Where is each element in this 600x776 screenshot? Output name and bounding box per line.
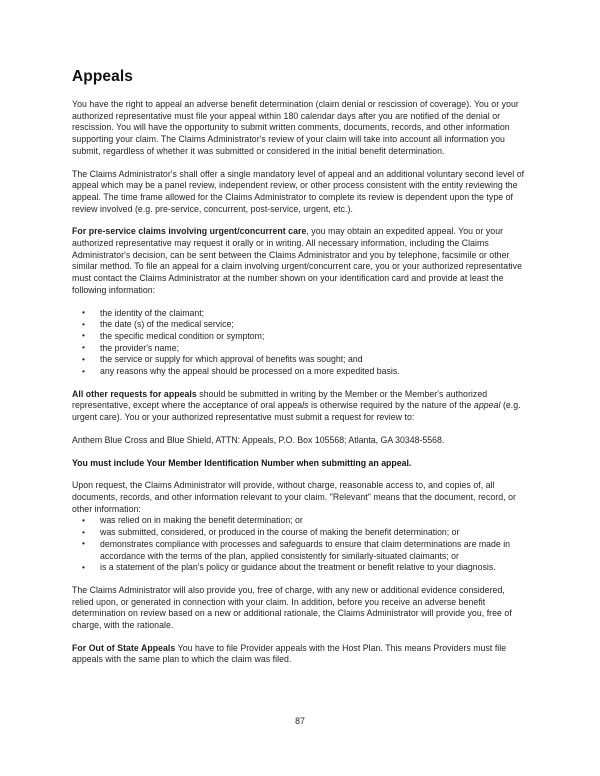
urgent-care-body: , you may obtain an expedited appeal. You or your authorized representative may request it orally or in writing. All necessary information, including the Claims Administrator's decision, can be sent between the Claims Administrator and you by telephone, facsimile or other similar method. To file an appeal for a claim involving urgent/concurrent care, you or your authorized representative must contact the Claims Administrator at the number shown on your identification card and provide at least the following information: [72, 226, 522, 295]
list-item-label: any reasons why the appeal should be processed on a more expedited basis. [100, 366, 400, 377]
appeals-mailing-address: Anthem Blue Cross and Blue Shield, ATTN: Appeals, P.O. Box 105568; Atlanta, GA 30348-5568. [72, 434, 445, 445]
list-item [72, 539, 528, 562]
paragraph-levels-of-appeal: The Claims Administrator's shall offer a single mandatory level of appeal and an additional voluntary second level of appeal which may be a panel review, independent review, or other process consistent with the entity reviewing the appeal. The time frame allowed for the Claims Administrator to complete its review is dependent upon the type of review involved (e.g. pre-service, concurrent, post-service, urgent, etc.). [72, 168, 525, 214]
list-item [72, 343, 528, 355]
relevant-definition-bullet-list [72, 515, 528, 574]
list-item [72, 354, 528, 366]
paragraph-intro: You have the right to appeal an adverse benefit determination (claim denial or rescission of coverage). You or your authorized representative must file your appeal within 180 calendar days after you are notified of the denial or rescission. You will have the opportunity to submit written comments, documents, records, and other information supporting your claim. The Claims Administrator's review of your claim will take into account all information you submit, regardless of whether it was submitted or considered in the initial benefit determination. [72, 99, 519, 156]
list-item [72, 331, 528, 343]
page-title: Appeals [72, 68, 133, 85]
all-other-requests-part1: should be submitted in writing by the Member or the Member's authorized representative, except where the acceptance of oral appea [72, 388, 488, 411]
all-other-requests-part2: is otherwise required by the nature of the [308, 400, 474, 411]
all-other-requests-part3: (e.g. urgent care). You or your authorized representative must submit a request for review to: [72, 400, 521, 423]
member-id-notice: You must include Your Member Identification Number when submitting an appeal. [72, 457, 412, 468]
list-item-label: was submitted, considered, or produced in the course of making the benefit determination; or [100, 527, 460, 538]
list-item-label: the identity of the claimant; [100, 307, 205, 318]
list-item-label: the service or supply for which approval of benefits was sought; and [100, 354, 363, 365]
urgent-info-bullet-list [72, 308, 528, 378]
paragraph-out-of-state-appeals [72, 643, 528, 666]
all-other-requests-italic-ls: ls [302, 400, 309, 411]
out-of-state-bold-lead: For Out of State Appeals [72, 642, 176, 653]
list-item-label: the date (s) of the medical service; [100, 319, 234, 330]
list-item-label: the specific medical condition or symptom; [100, 330, 265, 341]
list-item [72, 308, 528, 320]
out-of-state-body: You have to file Provider appeals with the Host Plan. This means Providers must file appeals with the same plan to which the claim was filed. [72, 642, 507, 665]
paragraph-urgent-concurrent-care [72, 226, 528, 296]
list-item-label: was relied on in making the benefit determination; or [100, 515, 303, 526]
list-item-label: demonstrates compliance with processes and safeguards to ensure that claim determinations are made in accordance with the terms of the plan, applied consistently for similarly-situated claimants; or [100, 538, 511, 561]
urgent-care-bold-lead: For pre-service claims involving urgent/concurrent care [72, 226, 307, 237]
paragraph-all-other-requests [72, 389, 528, 424]
paragraph-upon-request: Upon request, the Claims Administrator will provide, without charge, reasonable access to, and copies of, all documents, records, and other information relevant to your claim. "Relevant" means that the document, record, or other information: [72, 480, 516, 514]
list-item [72, 366, 528, 378]
paragraph-free-of-charge-evidence: The Claims Administrator will also provide you, free of charge, with any new or additional evidence considered, relied upon, or generated in connection with your claim. In addition, before you receive an adverse benefit determination on review based on a new or additional rationale, the Claims Administrator will provide you, free of charge, with the rationale. [72, 584, 512, 631]
all-other-requests-bold-lead: All other requests for appeals [72, 388, 197, 399]
all-other-requests-italic-appeal: appeal [473, 400, 501, 411]
list-item [72, 515, 528, 527]
list-item [72, 319, 528, 331]
list-item-label: the provider's name; [100, 342, 180, 353]
list-item [72, 562, 528, 574]
page-number: 87 [295, 716, 305, 726]
list-item [72, 527, 528, 539]
list-item-label: is a statement of the plan's policy or guidance about the treatment or benefit relative to your diagnosis. [100, 562, 496, 573]
